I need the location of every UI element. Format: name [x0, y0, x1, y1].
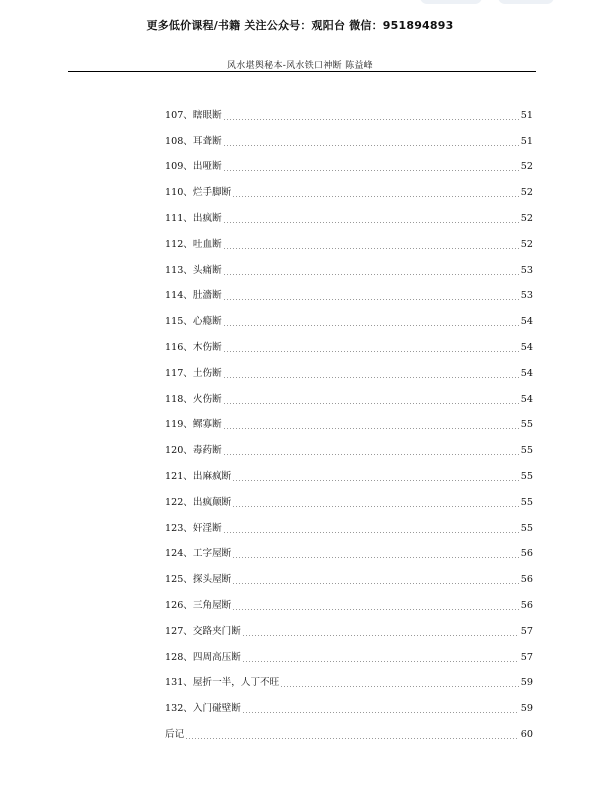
dot-leader — [232, 609, 519, 610]
dot-leader — [223, 454, 519, 455]
dot-leader — [185, 738, 519, 739]
toc-entry[interactable] — [165, 689, 533, 715]
toc-entry-title: 109、出哑断 — [165, 161, 222, 173]
running-head: 风水堪舆秘本-风水铁口神断 陈益峰 — [226, 61, 373, 71]
toc-entry-title: 118、火伤断 — [165, 393, 222, 405]
toc-entry-page: 59 — [520, 677, 533, 689]
toc-entry-page: 54 — [520, 341, 533, 353]
toc-entry-title: 122、出疯颠断 — [165, 496, 232, 508]
toc-entry-page: 55 — [520, 522, 533, 534]
toc-entry[interactable] — [165, 535, 533, 561]
toc-entry-title: 116、木伤断 — [165, 341, 222, 353]
toc-entry-page: 57 — [520, 651, 533, 663]
toc-entry-title: 125、探头屋断 — [165, 574, 232, 586]
toc-entry[interactable] — [165, 715, 533, 741]
toc-entry-page: 55 — [520, 445, 533, 457]
toc-entry[interactable] — [165, 483, 533, 509]
dot-leader — [223, 222, 519, 223]
dot-leader — [223, 428, 519, 429]
dot-leader — [232, 196, 519, 197]
toc-entry-title: 123、奸淫断 — [165, 522, 222, 534]
dot-leader — [280, 686, 519, 687]
toc-entry-title: 113、头痛断 — [165, 264, 222, 276]
toc-entry-title: 115、心瘾断 — [165, 316, 222, 328]
toc-entry[interactable] — [165, 612, 533, 638]
dot-leader — [223, 170, 519, 171]
toc-entry-title: 126、三角屋断 — [165, 599, 232, 611]
dot-leader — [223, 299, 519, 300]
toc-entry-page: 57 — [520, 625, 533, 637]
promo-banner: 更多低价课程/书籍 关注公众号：观阳台 微信：951894893 — [146, 19, 454, 32]
toc-entry-page: 52 — [520, 187, 533, 199]
toc-entry-title: 128、四周高压断 — [165, 651, 241, 663]
toc-entry[interactable] — [165, 354, 533, 380]
toc-entry[interactable] — [165, 328, 533, 354]
toc-entry[interactable] — [165, 225, 533, 251]
toc-entry[interactable] — [165, 406, 533, 432]
toc-entry-title: 后记 — [165, 728, 185, 740]
toc-entry[interactable] — [165, 122, 533, 148]
toc-entry-title: 119、鳏寡断 — [165, 419, 222, 431]
dot-leader — [223, 351, 519, 352]
dot-leader — [223, 325, 519, 326]
toc-entry-title: 121、出麻疯断 — [165, 470, 232, 482]
toc-entry-page: 59 — [520, 703, 533, 715]
toc-entry-page: 54 — [520, 393, 533, 405]
toc-entry-title: 112、吐血断 — [165, 238, 222, 250]
table-of-contents — [165, 96, 533, 741]
dot-leader — [223, 403, 519, 404]
toc-entry[interactable] — [165, 664, 533, 690]
dot-leader — [223, 377, 519, 378]
header-rule — [68, 71, 536, 72]
toc-entry[interactable] — [165, 586, 533, 612]
toc-entry[interactable] — [165, 173, 533, 199]
toc-entry[interactable] — [165, 509, 533, 535]
toc-entry-page: 56 — [520, 599, 533, 611]
toc-entry-title: 111、出疯断 — [165, 212, 222, 224]
dot-leader — [223, 248, 519, 249]
dot-leader — [223, 274, 519, 275]
dot-leader — [242, 661, 519, 662]
top-decoration-left — [420, 0, 482, 4]
dot-leader — [242, 712, 519, 713]
toc-entry-page: 51 — [520, 109, 533, 121]
toc-entry-page: 55 — [520, 470, 533, 482]
toc-entry[interactable] — [165, 251, 533, 277]
toc-entry[interactable] — [165, 457, 533, 483]
toc-entry-title: 110、烂手脚断 — [165, 187, 232, 199]
dot-leader — [223, 119, 519, 120]
toc-entry[interactable] — [165, 302, 533, 328]
toc-entry-page: 53 — [520, 290, 533, 302]
toc-entry-page: 56 — [520, 574, 533, 586]
toc-entry[interactable] — [165, 431, 533, 457]
toc-entry-page: 54 — [520, 316, 533, 328]
toc-entry-title: 127、交路夹门断 — [165, 625, 241, 637]
toc-entry[interactable] — [165, 96, 533, 122]
toc-entry[interactable] — [165, 638, 533, 664]
dot-leader — [232, 583, 519, 584]
toc-entry-page: 52 — [520, 212, 533, 224]
toc-entry-title: 107、瞎眼断 — [165, 109, 222, 121]
toc-entry-page: 51 — [520, 135, 533, 147]
dot-leader — [242, 635, 519, 636]
toc-entry-page: 60 — [520, 728, 533, 740]
toc-entry[interactable] — [165, 277, 533, 303]
toc-entry-title: 131、屋折一半，人丁不旺 — [165, 677, 280, 689]
toc-entry[interactable] — [165, 560, 533, 586]
dot-leader — [232, 506, 519, 507]
toc-entry[interactable] — [165, 199, 533, 225]
toc-entry-title: 108、耳聋断 — [165, 135, 222, 147]
toc-entry-page: 55 — [520, 419, 533, 431]
toc-entry-title: 132、入门碰壁断 — [165, 703, 241, 715]
dot-leader — [232, 480, 519, 481]
toc-entry-page: 55 — [520, 496, 533, 508]
toc-entry-page: 52 — [520, 238, 533, 250]
top-decoration-right — [498, 0, 554, 4]
toc-entry[interactable] — [165, 380, 533, 406]
toc-entry-page: 54 — [520, 367, 533, 379]
toc-entry-title: 114、肚濇断 — [165, 290, 222, 302]
toc-entry[interactable] — [165, 148, 533, 174]
toc-entry-page: 52 — [520, 161, 533, 173]
dot-leader — [232, 557, 519, 558]
toc-entry-page: 56 — [520, 548, 533, 560]
toc-entry-page: 53 — [520, 264, 533, 276]
dot-leader — [223, 532, 519, 533]
toc-entry-title: 120、毒药断 — [165, 445, 222, 457]
toc-entry-title: 117、土伤断 — [165, 367, 222, 379]
toc-entry-title: 124、工字屋断 — [165, 548, 232, 560]
dot-leader — [223, 145, 519, 146]
